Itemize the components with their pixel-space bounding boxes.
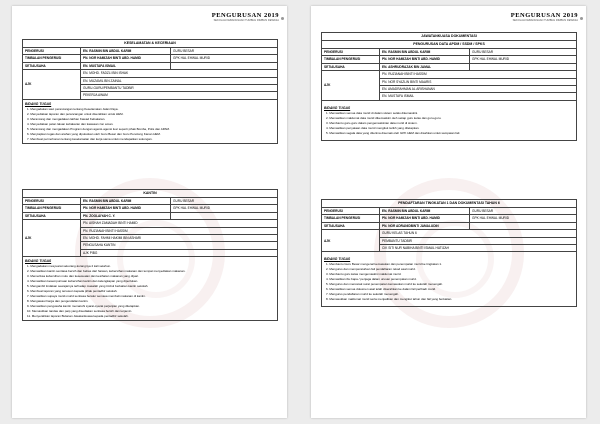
tasks-title: BIDANG TUGAS [25, 101, 52, 106]
ajk-member: PEKERJA AWAM [81, 92, 278, 99]
member-role: GPK HAL EHWAL MURID [470, 215, 577, 222]
row-label: TIMBALAN PENGERUSI [23, 205, 81, 212]
task-item: 3. Memeriksa kebersihan mutu dan kesesuaian dan kesihatan makanan yang dijual. [27, 274, 139, 279]
task-item: 3. Merancang dan mengadakan latihan Kawad Kebakaran. [27, 116, 106, 121]
tasks-title: BIDANG TUGAS [25, 259, 52, 264]
task-item: 5. Mengambil tindakan sewajarnya terhadap masalah yang timbul berkaitan kantin sekolah. [27, 284, 149, 289]
task-item: 6. Menyiapkan tugas dan arahan yang diputuskan oleh Guru Besar dan Guru Penolong Kanan HEM. [27, 131, 161, 136]
section-subtitle: PENGURUSAN DATA APDM / SSDM / SPKS [322, 41, 577, 49]
ajk-member: EN. MUSTAFA ISMAIL [380, 93, 577, 100]
ajk-label: AJK [322, 71, 380, 101]
row-label: SETIAUSAHA [23, 62, 81, 69]
row-label: PENGERUSI [23, 48, 81, 55]
ajk-label: AJK [23, 220, 81, 257]
ajk-member: PN. NOR SYAZLIN BINTI MAARIS [380, 78, 577, 85]
member-name: PN. NOR HAMIZAH BINTI ABD. HAMID [81, 205, 171, 212]
tasks-title: BIDANG TUGAS [324, 257, 351, 262]
member-role [171, 212, 278, 219]
task-item: 3. Membantu guru-guru dalam pengemaskinian data murid di sistem. [326, 120, 418, 125]
member-role: GURU BESAR [470, 208, 577, 215]
row-label: PENGERUSI [322, 49, 380, 56]
section-title: KANTIN [23, 190, 278, 198]
crest-icon [281, 17, 284, 20]
tasks-block [322, 100, 577, 140]
task-item: 9. Memastikan pengusaha kantin mematuhi syarat-syarat perjanjian yang ditetapkan. [27, 304, 140, 309]
ajk-member: AJK PIBG [81, 249, 278, 256]
task-item: 2. Memastikan kantin sentiasa bersih dan bebas dari haiwan, kebersihan makanan dan tempat menyediakan makanan. [27, 269, 186, 274]
ajk-member: EN. MUZAMIL BIN ZAINAL [81, 77, 278, 84]
header-title: PENGURUSAN 2019 [211, 12, 279, 19]
member-role: GURU BESAR [171, 198, 278, 205]
member-role [470, 63, 577, 70]
member-role: GPK HAL EHWAL MURID [470, 56, 577, 63]
task-item: 8. Mengawasi harga dan pengendalian kantin. [27, 299, 89, 304]
section-subtitle: PENDAFTARAN TINGKATAN 1 DAN DOKUMENTASI TAHUN 6 [322, 200, 577, 208]
ajk-member: PN. RUZIANAH BINTI HASSIM [81, 227, 278, 234]
member-role [470, 222, 577, 229]
document-page-1 [12, 6, 287, 418]
pendaftaran-table [321, 199, 577, 307]
task-item: 3. Membantu guru kelas mengemaskini maklumat murid. [326, 272, 402, 277]
section-title: JAWATANKUASA DOKUMENTASI [322, 33, 577, 41]
task-item: 1. Mengadakan saut perancangan tentang Keselamatan Jalan Raya. [27, 106, 119, 111]
page-header [212, 12, 279, 22]
page-header [511, 12, 578, 22]
member-role [171, 62, 278, 69]
document-page-2 [311, 6, 586, 418]
member-role: GURU BESAR [171, 48, 278, 55]
task-item: 4. Memastikan kesempurnaan kebersihan kantin dan kelengkapan yang diperlukan. [27, 279, 139, 284]
member-name: PN. NOR HAMIZAH BINTI ABD. HAMID [380, 215, 470, 222]
row-label: TIMBALAN PENGERUSI [322, 215, 380, 222]
ajk-member: PN. AISHAH ZAMADAH BINTI HAMID [81, 220, 278, 227]
task-item: 5. Memastikan segala data yang diterima disemak oleh GPK HEM dan disahkan untuk sampaian fail. [326, 130, 461, 135]
task-item: 5. Merancang dan mengadakan Program dengan agensi-agensi luar seperti pihak Bomba, Polis dan APAM. [27, 126, 170, 131]
row-label: SETIAUSAHA [322, 222, 380, 229]
row-label: TIMBALAN PENGERUSI [23, 55, 81, 62]
member-name: PN. NOR HAMIZAH BINTI ABD. HAMID [380, 56, 470, 63]
member-role: GPK HAL EHWAL MURID [171, 55, 278, 62]
member-name: EN. MUSTAFA ISMAIL [81, 62, 171, 69]
task-item: 5. Mengurus dan mencetak surat penempatan kemasukan murid ke sekolah menengah. [326, 282, 443, 287]
task-item: 2. Memastikan maklumat data murid dikemaskini oleh setiap guru kelas dan guru-guru. [326, 115, 442, 120]
tasks-title: BIDANG TUGAS [324, 105, 351, 110]
member-name: EN. RASMIN BIN ABDUL KARIM [380, 49, 470, 56]
member-role: GPK HAL EHWAL MURID [171, 205, 278, 212]
member-name: PN. ZOOLAIYAH C. Y. [81, 212, 171, 219]
ajk-member: CIK SITI NUR NABIHA BINTI ISMAIL HATIZAH [380, 245, 577, 252]
tasks-block [23, 99, 278, 143]
task-item: 2. Mengurus dan memperaturkan fail pendaftaran rekod asal murid. [326, 267, 416, 272]
row-label: SETIAUSAHA [322, 63, 380, 70]
ajk-member: PEMBANTU TADBIR [380, 237, 577, 244]
member-name: EN. ASHRUDRAZAK BIN JAMAL [380, 63, 470, 70]
ajk-label: AJK [322, 230, 380, 252]
member-name: PN. NOR HAMIZAH BINTI ABD. HAMID [81, 55, 171, 62]
task-item: 1. Memastikan semua data murid di dalam sistem selalu dikemaskini. [326, 110, 419, 115]
ajk-label: AJK [23, 70, 81, 100]
ajk-member: PENGUSAHA KANTIN [81, 242, 278, 249]
task-item: 4. Menyediakan pelan laluan kebakaran dan kawasan zon aman. [27, 121, 114, 126]
ajk-member: PN. RUZIANAH BINTI HASSIM [380, 71, 577, 78]
ajk-member: GURU-GURU/PEMBANTU TADBIR [81, 85, 278, 92]
row-label: TIMBALAN PENGERUSI [322, 56, 380, 63]
header-subtitle: SEKOLAH KEBANGSAAN TUMBUH RIMBUN DEWASA [512, 19, 578, 22]
task-item: 8. Memasukkan maklumat murid serta menjadikan dan mengikut tahun dan fail yang berkaitan. [326, 297, 453, 302]
task-item: 1. Mengadakan mesyuarat sekurang-kurangnya 2 kali setahun. [27, 264, 111, 269]
task-item: 6. Memastikan semua dokumen asal telah diserahkan ke dalam fail peribadi murid. [326, 287, 437, 292]
tasks-block [322, 252, 577, 307]
ajk-member: EN. AMADRAHMAN AL ARISHANAN [380, 86, 577, 93]
task-item: 1. Membantu Guru Besar mengenal kemasukan dan penempatan murid ke tingkatan 1. [326, 262, 442, 267]
ajk-member: GURU KELAS TAHUN 6 [380, 230, 577, 237]
header-subtitle: SEKOLAH KEBANGSAAN TUMBUH RIMBUN DEWASA [213, 19, 279, 22]
task-item: 11. Menyerahkan laporan Bulanan Jawatankuasa kepada pentadbir sekolah. [27, 314, 129, 319]
task-item: 6. Membuat laporan yang tersusun kepada pihak pentadbir sekolah. [27, 289, 118, 294]
task-item: 7. Memastikan supaya murid-murid sentiasa beratur semasa membeli makanan di kantin. [27, 294, 146, 299]
task-item: 7. Membuat permohonan tentang keselamatan dan kerja sama untuk mendapatkan sokongan. [27, 136, 153, 141]
member-name: EN. RASMIN BIN ABDUL KARIM [81, 198, 171, 205]
task-item: 4. Memastikan ibu bapa / penjaga dalam urusan penempatan murid. [326, 277, 417, 282]
member-name: PN. NOR ADRANIDBINTI JAMALUDIN [380, 222, 470, 229]
kantin-table [22, 189, 278, 321]
member-name: EN. RASMIN BIN ABDUL KARIM [81, 48, 171, 55]
row-label: SETIAUSAHA [23, 212, 81, 219]
section-title: KESELAMATAN & KECERIAAN [23, 40, 278, 48]
keselamatan-table [22, 39, 278, 144]
ajk-member: EN. MOHD. FADZLI BIN ISHAK [81, 70, 278, 77]
task-item: 2. Menyediakan laporan dan perancangan untuk diserahkan untuk HEM. [27, 111, 124, 116]
task-item: 7. Mengurus pendaftaran murid ke sekolah menengah. [326, 292, 399, 297]
task-item: 10. Memastikan tandas dan paip yang disediakan sentiasa bersih dan terjamin. [27, 309, 133, 314]
tasks-block [23, 257, 278, 321]
row-label: PENGERUSI [322, 208, 380, 215]
header-title: PENGURUSAN 2019 [510, 12, 578, 19]
row-label: PENGERUSI [23, 198, 81, 205]
task-item: 4. Memastikan penyataan data murid mengikut tarikh yang ditetapkan. [326, 125, 420, 130]
dokumentasi-table [321, 32, 577, 141]
member-role: GURU BESAR [470, 49, 577, 56]
crest-icon [580, 17, 583, 20]
member-name: EN. RASMIN BIN ABDUL KARIM [380, 208, 470, 215]
ajk-member: EN. MOHD. FAHMI HAKIMI BIN ASHARI [81, 235, 278, 242]
